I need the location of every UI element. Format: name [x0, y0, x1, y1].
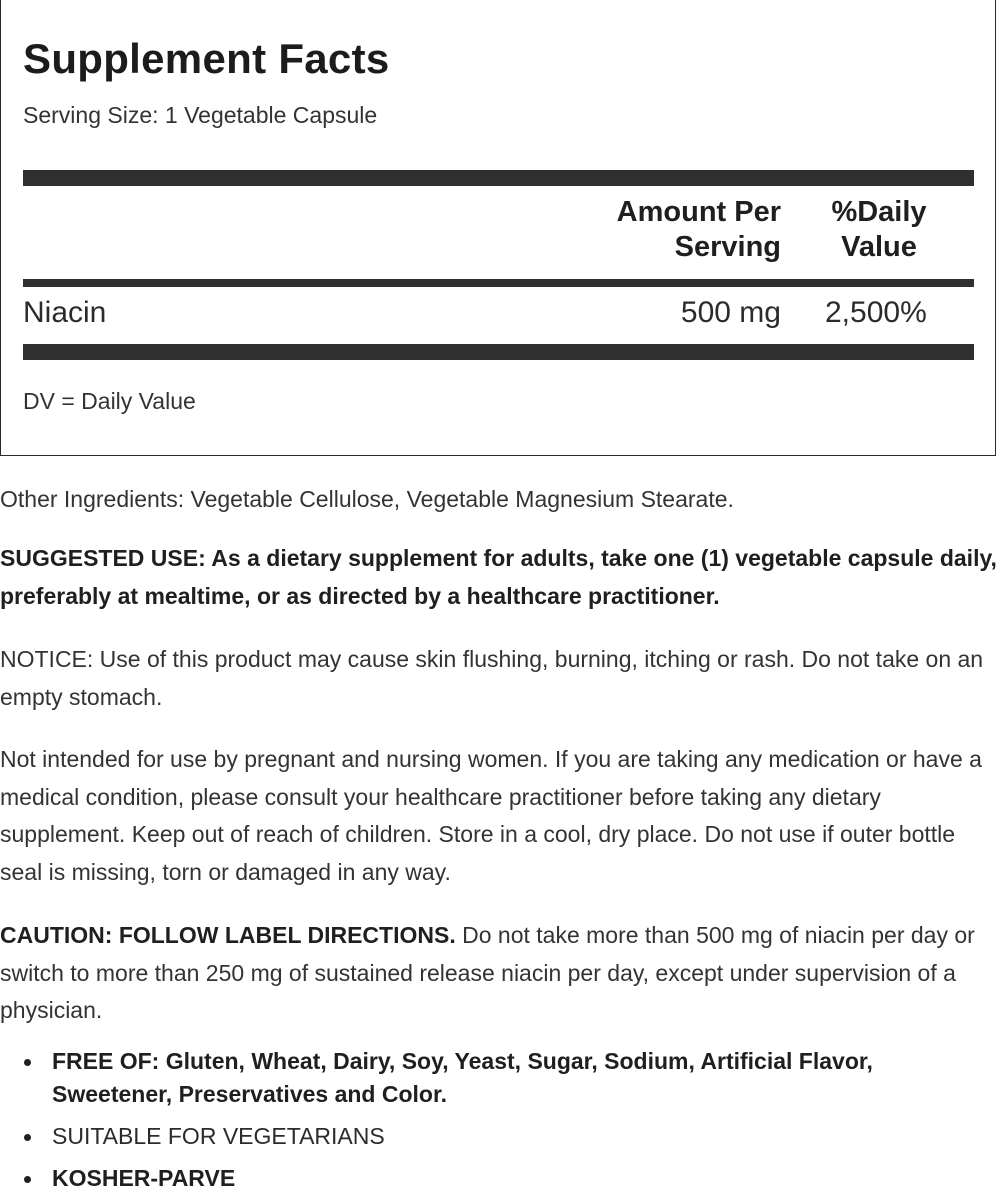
free-of-text: FREE OF: Gluten, Wheat, Dairy, Soy, Yeast, Sugar, Sodium, Artificial Flavor, Sweetener, Preservatives and Color. — [52, 1048, 873, 1107]
notice: NOTICE: Use of this product may cause skin flushing, burning, itching or rash. Do not take on an empty stomach. — [0, 646, 984, 710]
warning-text: Not intended for use by pregnant and nursing women. If you are taking any medication or have a medical condition, please consult your healthcare practitioner before taking any dietary supplement. Keep out of reach of children. Store in a cool, dry place. Do not use if outer bottle seal is missing, torn or damaged in any way. — [0, 746, 982, 885]
feature-list — [0, 1045, 998, 1204]
amount-header-line1: Amount Per — [616, 196, 781, 228]
dv-note: DV = Daily Value — [23, 388, 196, 414]
bullet-icon — [24, 1059, 31, 1066]
caution-label: CAUTION: FOLLOW LABEL DIRECTIONS. — [0, 922, 456, 948]
serving-size: Serving Size: 1 Vegetable Capsule — [23, 102, 378, 128]
supplement-facts-panel — [0, 0, 996, 456]
nutrient-daily-value: 2,500% — [825, 296, 927, 329]
vegetarian-text: SUITABLE FOR VEGETARIANS — [52, 1123, 385, 1149]
other-ingredients: Other Ingredients: Vegetable Cellulose, Vegetable Magnesium Stearate. — [0, 486, 734, 512]
facts-title: Supplement Facts — [23, 35, 390, 82]
nutrient-amount: 500 mg — [680, 296, 781, 329]
amount-per-serving-header — [617, 195, 781, 265]
kosher-text: KOSHER-PARVE — [52, 1165, 236, 1191]
nutrient-name: Niacin — [23, 296, 107, 329]
list-item-free-of — [0, 1045, 998, 1111]
daily-value-header — [825, 195, 933, 265]
divider-bottom — [23, 344, 974, 360]
bullet-icon — [24, 1134, 31, 1141]
dv-header-line2: Value — [841, 231, 917, 263]
divider-top — [23, 170, 974, 186]
suggested-use — [0, 540, 998, 615]
bullet-icon — [24, 1176, 31, 1183]
list-item-kosher — [0, 1162, 998, 1195]
divider-header — [23, 279, 974, 287]
list-item-vegetarian — [0, 1120, 998, 1153]
amount-header-line2: Serving — [674, 231, 781, 263]
suggested-use-text: SUGGESTED USE: As a dietary supplement for adults, take one (1) vegetable capsule daily, preferably at mealtime, or as directed by a healthcare practitioner. — [0, 545, 997, 609]
dv-header-line1: %Daily — [831, 196, 927, 228]
caution — [0, 917, 998, 1030]
caution-text: Do not take more than 500 mg of niacin per day or switch to more than 250 mg of sustained release niacin per day, except under supervision of a physician. — [0, 922, 975, 1023]
